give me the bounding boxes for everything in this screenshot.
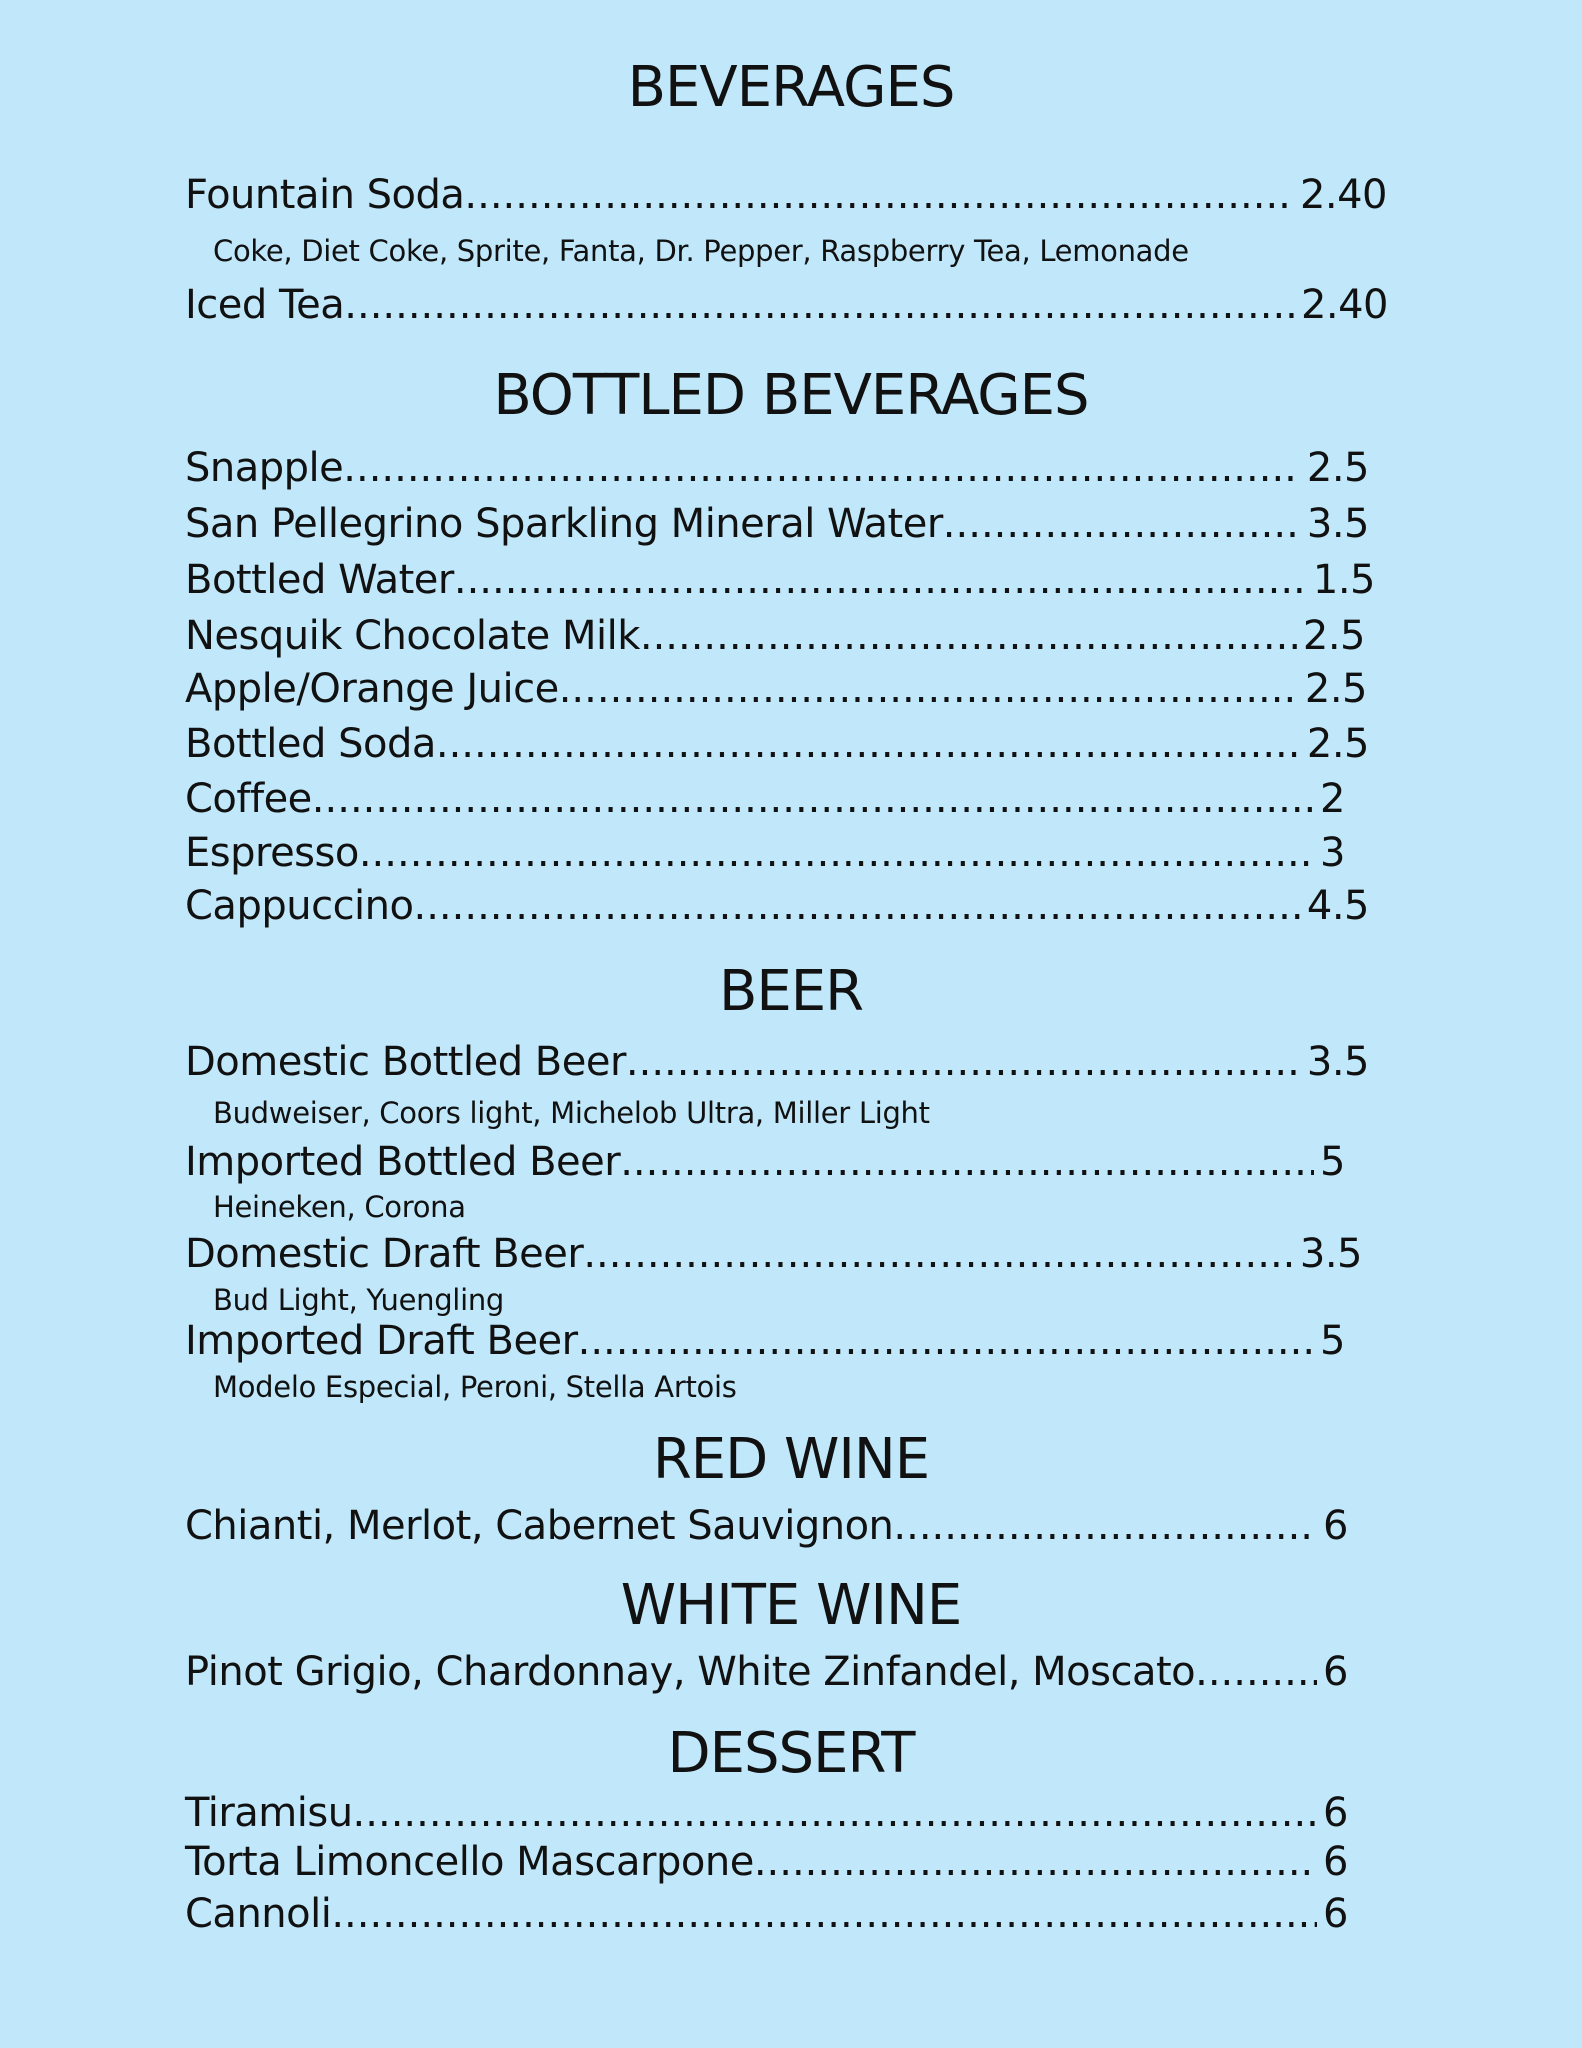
menu-item	[185, 1649, 1348, 1695]
item-name: Coffee	[185, 776, 312, 822]
item-price: 2	[1320, 776, 1345, 822]
item-name: Fountain Soda	[185, 172, 465, 218]
item-price: 2.5	[1306, 721, 1369, 767]
dot-leader	[559, 669, 1299, 709]
dot-leader	[754, 1842, 1317, 1882]
item-name: Cannoli	[185, 1891, 332, 1937]
menu-item	[185, 1839, 1348, 1885]
item-price: 6	[1323, 1503, 1348, 1549]
menu-item	[185, 501, 1369, 547]
item-price: 6	[1323, 1891, 1348, 1937]
dot-leader	[1195, 1652, 1317, 1692]
menu-item	[185, 172, 1387, 218]
item-name: Bottled Soda	[185, 721, 436, 767]
item-price: 6	[1323, 1649, 1348, 1695]
item-price: 2.40	[1299, 172, 1387, 218]
item-name: Snapple	[185, 445, 344, 491]
dot-leader	[943, 504, 1301, 544]
dot-leader	[640, 616, 1297, 656]
menu-item	[185, 1039, 1369, 1085]
dot-leader	[454, 560, 1307, 600]
menu-item	[185, 1503, 1348, 1549]
item-name: Torta Limoncello Mascarpone	[185, 1839, 754, 1885]
item-price: 3	[1320, 830, 1345, 876]
menu-item	[185, 830, 1345, 876]
menu-item	[185, 883, 1369, 929]
dot-leader	[578, 1321, 1314, 1361]
item-name: Nesquik Chocolate Milk	[185, 613, 640, 659]
item-name: Domestic Bottled Beer	[185, 1039, 626, 1085]
menu-item	[185, 1790, 1348, 1836]
item-note: Bud Light, Yuengling	[213, 1283, 505, 1317]
item-price: 6	[1323, 1839, 1348, 1885]
menu-item	[185, 666, 1367, 712]
red-wine-heading: RED WINE	[652, 1427, 930, 1492]
white-wine-heading: WHITE WINE	[620, 1573, 962, 1638]
dot-leader	[436, 724, 1301, 764]
dot-leader	[312, 779, 1314, 819]
item-name: Tiramisu	[185, 1790, 353, 1836]
dot-leader	[620, 1142, 1314, 1182]
item-price: 3.5	[1306, 501, 1369, 547]
item-price: 3.5	[1306, 1039, 1369, 1085]
item-name: Apple/Orange Juice	[185, 666, 559, 712]
item-note: Budweiser, Coors light, Michelob Ultra, Miller Light	[213, 1096, 930, 1130]
item-name: Imported Bottled Beer	[185, 1139, 621, 1185]
item-price: 5	[1320, 1139, 1345, 1185]
item-price: 4.5	[1306, 883, 1369, 929]
menu-item	[185, 1231, 1362, 1277]
item-note: Coke, Diet Coke, Sprite, Fanta, Dr. Pepper, Raspberry Tea, Lemonade	[213, 234, 1189, 268]
menu-item	[185, 721, 1369, 767]
dot-leader	[331, 1894, 1317, 1934]
item-name: Iced Tea	[185, 282, 345, 328]
bottled-beverages-heading: BOTTLED BEVERAGES	[493, 363, 1089, 428]
menu-item	[185, 1318, 1345, 1364]
menu-item	[185, 557, 1375, 603]
item-name: Pinot Grigio, Chardonnay, White Zinfandel, Moscato	[185, 1649, 1196, 1695]
menu-item	[185, 613, 1365, 659]
menu-item	[185, 1139, 1345, 1185]
item-name: Bottled Water	[185, 557, 454, 603]
item-note: Modelo Especial, Peroni, Stella Artois	[213, 1370, 737, 1404]
item-price: 2.5	[1304, 666, 1367, 712]
item-price: 2.40	[1300, 282, 1388, 328]
item-price: 6	[1323, 1790, 1348, 1836]
dot-leader	[893, 1506, 1317, 1546]
menu-item	[185, 776, 1345, 822]
menu-item	[185, 445, 1369, 491]
item-price: 2.5	[1306, 445, 1369, 491]
menu-item	[185, 282, 1388, 328]
dot-leader	[344, 285, 1295, 325]
beer-heading: BEER	[718, 959, 864, 1024]
item-name: San Pellegrino Sparkling Mineral Water	[185, 501, 943, 547]
menu-item	[185, 1891, 1348, 1937]
dot-leader	[359, 833, 1314, 873]
beverages-heading: BEVERAGES	[627, 55, 955, 120]
item-name: Imported Draft Beer	[185, 1318, 578, 1364]
dessert-heading: DESSERT	[667, 1721, 915, 1786]
item-note: Heineken, Corona	[213, 1190, 466, 1224]
item-price: 2.5	[1302, 613, 1365, 659]
item-price: 1.5	[1312, 557, 1375, 603]
dot-leader	[464, 175, 1294, 215]
item-name: Cappuccino	[185, 883, 414, 929]
dot-leader	[353, 1793, 1318, 1833]
item-name: Domestic Draft Beer	[185, 1231, 584, 1277]
dot-leader	[626, 1042, 1301, 1082]
dot-leader	[343, 448, 1301, 488]
item-price: 3.5	[1299, 1231, 1362, 1277]
item-price: 5	[1320, 1318, 1345, 1364]
dot-leader	[414, 886, 1301, 926]
dot-leader	[583, 1234, 1294, 1274]
item-name: Chianti, Merlot, Cabernet Sauvignon	[185, 1503, 894, 1549]
item-name: Espresso	[185, 830, 359, 876]
